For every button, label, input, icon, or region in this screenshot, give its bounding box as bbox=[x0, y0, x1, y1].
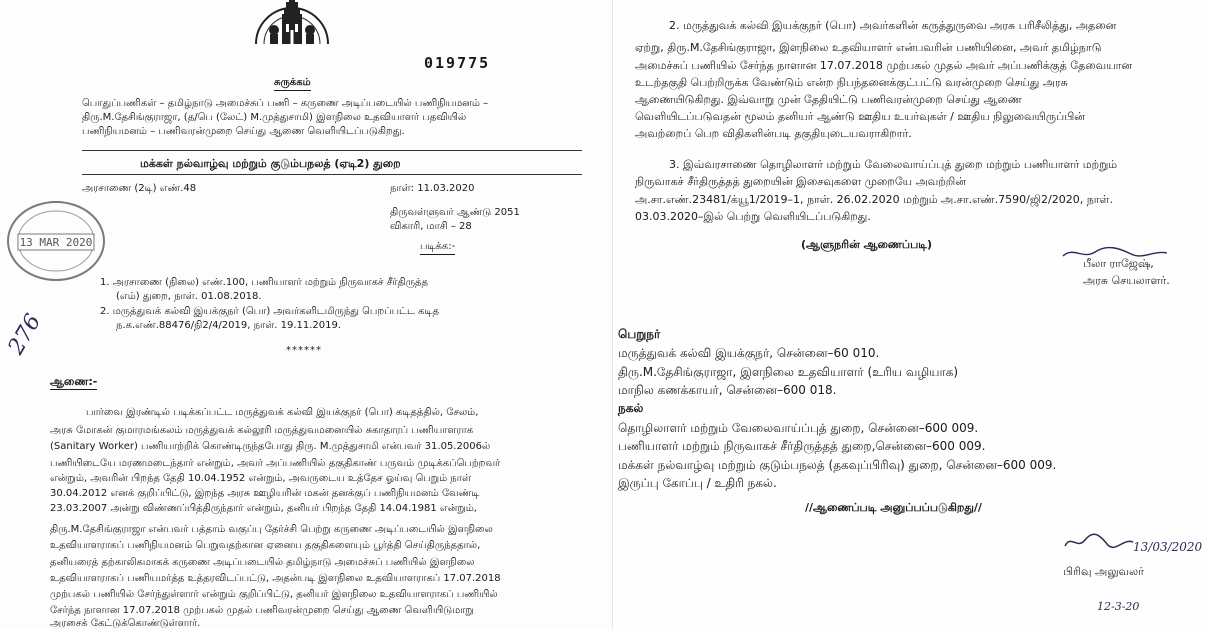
reference-line: 1. அரசாணை (நிலை) எண்.100, பணியாளர் மற்றும் நிருவாகச் சீர்திருத்த bbox=[100, 277, 428, 288]
body-line: அரசைக் கேட்டுக்கொண்டுள்ளார். bbox=[50, 618, 201, 629]
copy-heading: நகல் bbox=[618, 401, 644, 415]
by-order-line: (ஆளுநரின் ஆணைப்படி) bbox=[801, 238, 933, 251]
handwritten-date: 13/03/2020 bbox=[1133, 540, 1203, 554]
para-line: 3. இவ்வரசாணை தொழிலாளர் மற்றும் வேலைவாய்ப்புத் துறை மற்றும் பணியாளர் மற்றும் bbox=[669, 158, 1118, 171]
stamp-date: 13 MAR 2020 bbox=[19, 236, 93, 249]
reference-line: (எம்) துறை, நாள். 01.08.2018. bbox=[116, 291, 262, 302]
reference-line: ந.க.எண்.88476/நி2/4/2019, நாள். 19.11.2019. bbox=[116, 320, 342, 331]
go-number: அரசாணை (2டி) எண்.48 bbox=[82, 183, 197, 194]
body-line: திரு.M.தேசிங்குராஜா என்பவர் பத்தாம் வகுப்பு தேர்ச்சி பெற்று கருணை அடிப்படையில் இளநிலை bbox=[50, 524, 493, 535]
forwarded-line: //ஆணைப்படி அனுப்பப்படுகிறது// bbox=[805, 501, 982, 514]
copy-line: மக்கள் நல்வாழ்வு மற்றும் குடும்பநலத் (தகவுப்பிரிவு) துறை, சென்னை–600 009. bbox=[618, 458, 1057, 472]
section-officer-signature-icon bbox=[1063, 530, 1135, 554]
body-line: அரசு மோகன் குமாரமங்கலம் மருத்துவக் கல்லூரி மருத்துவமனையில் சுகாதாரப் பணியாளராக bbox=[50, 425, 474, 436]
copy-line: தொழிலாளர் மற்றும் வேலைவாய்ப்புத் துறை, சென்னை–600 009. bbox=[618, 421, 979, 435]
signatory-title: அரசு செயலாளர். bbox=[1083, 274, 1170, 287]
body-line: பார்வை இரண்டில் படிக்கப்பட்ட மருத்துவக் கல்வி இயக்குநர் (பொ) கடிதத்தில், சேலம், bbox=[86, 407, 479, 418]
summary-line: பணிநியமனம் – பணிவரன்முறை செய்து ஆணை வெளியிடப்படுகிறது. bbox=[82, 126, 405, 137]
para-line: அ.சா.எண்.23481/க்யூ1/2019–1, நாள். 26.02.2020 மற்றும் அ.சா.எண்.7590/ஜி2/2020, நாள். bbox=[635, 193, 1113, 206]
para-line: ஏற்று, திரு.M.தேசிங்குராஜா, இளநிலை உதவியாளர் என்பவரின் பணியினை, அவர் தமிழ்நாடு bbox=[635, 41, 1102, 54]
para-line: அவற்றைப் பெற விதிகளின்படி தகுதியுடையவராகிறார். bbox=[635, 127, 912, 140]
calendar-month: விகாரி, மாசி – 28 bbox=[390, 221, 472, 232]
to-line: மாநில கணக்காயர், சென்னை–600 018. bbox=[618, 383, 837, 397]
order-heading: ஆணை:- bbox=[50, 375, 98, 388]
to-heading: பெறுநர் bbox=[618, 327, 661, 341]
para-line: வெளியிடப்படுவதன் மூலம் தனியர் ஆண்டு ஊதிய உயர்வுகள் / ஊதிய நிலுவையிருப்பின் bbox=[635, 110, 1085, 123]
read-heading: படிக்க:- bbox=[420, 240, 455, 255]
to-line: திரு.M.தேசிங்குராஜா, இளநிலை உதவியாளர் (உரிய வழியாக) bbox=[618, 365, 959, 379]
body-line: சேர்ந்த நாளான 17.07.2018 முற்பகல் முதல் பணிவரன்முறை செய்து ஆணை வெளியிடுமாறு bbox=[50, 605, 474, 616]
copy-line: இருப்பு கோப்பு / உதிரி நகல். bbox=[618, 476, 777, 490]
para-line: 2. மருத்துவக் கல்வி இயக்குநர் (பொ) அவர்களின் கருத்துருவை அரசு பரிசீலித்து, அதனை bbox=[669, 19, 1117, 32]
body-line: முற்பகல் பணியில் சேர்ந்துள்ளார் என்றும் குறிப்பிட்டு, தனியர் இளநிலை உதவியாளராகப் பணியில் bbox=[50, 589, 498, 600]
summary-line: திரு.M.தேசிங்குராஜா, (த/பெ (லேட்) M.முத்துசாமி) இளநிலை உதவியாளர் பதவியில் bbox=[82, 112, 467, 123]
divider bbox=[82, 174, 582, 175]
department-title: மக்கள் நல்வாழ்வு மற்றும் குடும்பநலத் (ஏடி2) துறை bbox=[140, 157, 401, 170]
body-line: பணியிடையே மரணமடைந்தார் என்றும், அவர் அப்பணியில் தகுதிகாண் பருவம் முடிக்கப்பெற்றவர் bbox=[50, 458, 501, 469]
to-line: மருத்துவக் கல்வி இயக்குநர், சென்னை–60 010. bbox=[618, 346, 880, 360]
body-line: என்றும், அவரின் பிறந்த தேதி 10.04.1952 என்றும், அவருடைய உத்தேச ஓய்வு பெறும் நாள் bbox=[50, 473, 471, 484]
copy-line: பணியாளர் மற்றும் நிருவாகச் சீர்திருத்தத் துறை,சென்னை–600 009. bbox=[618, 439, 986, 453]
go-date: நாள்: 11.03.2020 bbox=[390, 183, 475, 194]
signatory-name: பீலா ராஜேஷ், bbox=[1083, 257, 1154, 270]
para-line: ஆணையிடுகிறது. இவ்வாறு முன் தேதியிட்டு பணிவரன்முறை செய்து ஆணை bbox=[635, 93, 1022, 106]
body-line: உதவியாளராகப் பணிநியமனம் பெறுவதற்கான ஏனைய தகுதிகளையும் பூர்த்தி செய்திருந்ததால், bbox=[50, 540, 481, 551]
calendar-year: திருவள்ளுவர் ஆண்டு 2051 bbox=[390, 207, 520, 218]
para-line: உடற்தகுதி பெற்றிருக்க வேண்டும் என்ற நிபந்தனைக்குட்பட்டு வரன்முறை செய்து அரசு bbox=[635, 76, 1068, 89]
divider bbox=[82, 150, 582, 151]
para-line: நிருவாகச் சீர்திருத்தத் துறையின் இசைவுகளை முறையே அவற்றின் bbox=[635, 175, 966, 188]
body-line: உதவியாளராகப் பணியமர்த்த உத்தரவிடப்பட்டு, அதன்படி இளநிலை உதவியாளராகப் 17.07.2018 bbox=[50, 573, 501, 584]
summary-heading: சுருக்கம் bbox=[274, 76, 311, 91]
handwritten-date-2: 12-3-20 bbox=[1097, 600, 1140, 613]
reference-line: 2. மருத்துவக் கல்வி இயக்குநர் (பொ) அவர்களிடமிருந்து பெறப்பட்ட கடித bbox=[100, 306, 439, 317]
summary-line: பொதுப்பணிகள் – தமிழ்நாடு அமைச்சுப் பணி – கருணை அடிப்படையில் பணிநியமனம் – bbox=[82, 98, 489, 109]
handwritten-side-note: 276 bbox=[3, 310, 47, 359]
body-line: 23.03.2007 அன்று விண்ணப்பித்திருந்தார் என்றும், தனியர் பிறந்த தேதி 14.04.1981 என்றும், bbox=[50, 503, 477, 514]
state-emblem-icon bbox=[250, 0, 334, 44]
separator: ****** bbox=[286, 345, 322, 356]
received-stamp-icon bbox=[4, 198, 108, 284]
para-line: 03.03.2020–இல் பெற்று வெளியிடப்படுகிறது. bbox=[635, 210, 871, 223]
body-line: தனியரைத் தற்காலிகமாகக் கருணை அடிப்படையில் தமிழ்நாடு அமைச்சுப் பணியில் இளநிலை bbox=[50, 557, 475, 568]
serial-number: 019775 bbox=[424, 54, 491, 72]
right-page bbox=[612, 0, 1211, 629]
body-line: 30.04.2012 எனக் குறிப்பிட்டு, இறந்த அரசு ஊழியரின் மகன் தனக்குப் பணிநியமனம் வேண்டி bbox=[50, 488, 480, 499]
para-line: அமைச்சுப் பணியில் சேர்ந்த நாளான 17.07.2018 முற்பகல் முதல் அவர் அப்பணிக்குத் தேவையான bbox=[635, 59, 1133, 72]
body-line: (Sanitary Worker) பணியாற்றிக் கொண்டிருந்தபோது திரு. M.முத்துசாமி என்பவர் 31.05.2006ல் bbox=[50, 441, 491, 452]
section-officer-label: பிரிவு அலுவலர் bbox=[1063, 565, 1144, 578]
